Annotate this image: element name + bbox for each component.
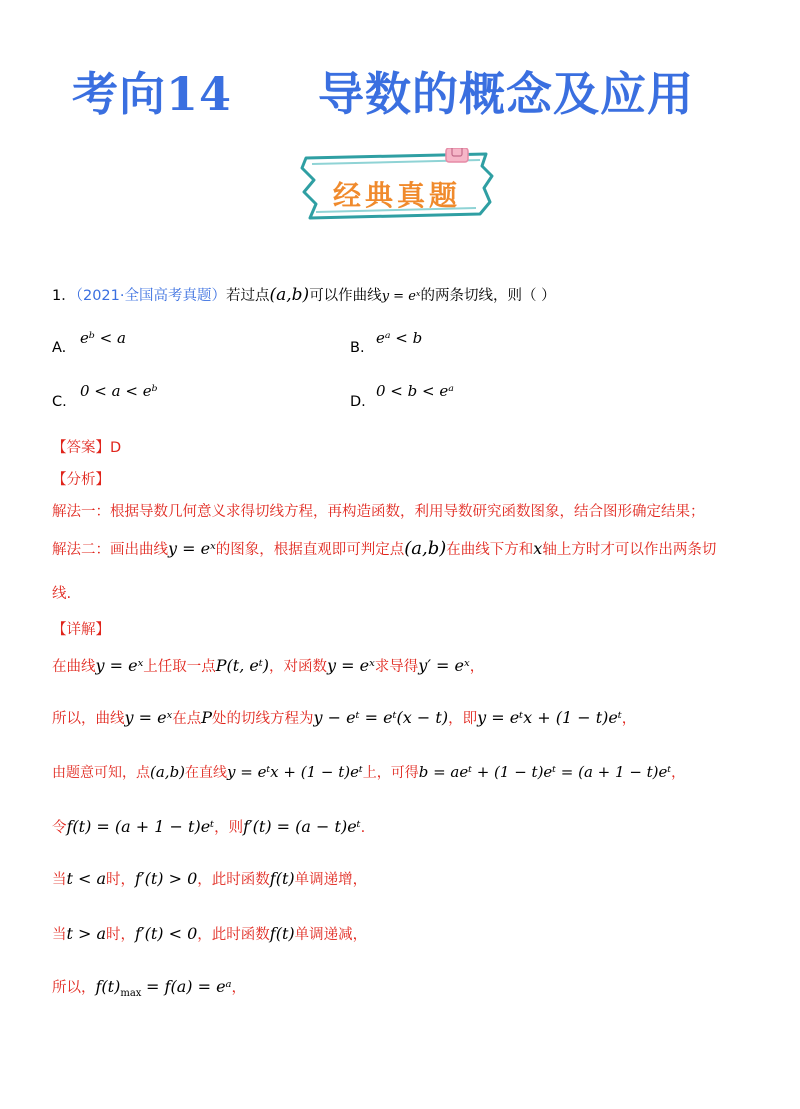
- question-number: 1．: [52, 288, 76, 304]
- d7-b: ，: [231, 980, 247, 996]
- d3-m3: b = aeᵗ + (1 − t)eᵗ = (a + 1 − t)eᵗ: [418, 763, 672, 781]
- d2-c: 处的切线方程为: [212, 711, 314, 727]
- detail-line-4: [52, 816, 365, 837]
- option-letter: A.: [52, 340, 67, 356]
- d4-m1: f(t) = (a + 1 − t)eᵗ: [66, 817, 215, 836]
- question-stem: [52, 284, 556, 305]
- m2-point: (a,b): [404, 538, 447, 559]
- title-number: 考向14: [72, 67, 233, 121]
- option-letter: D.: [350, 394, 366, 410]
- paperclip-icon: [446, 148, 468, 162]
- d4-b: ，则: [214, 820, 244, 836]
- d6-m1: t > a: [66, 924, 107, 943]
- option-letter: C.: [52, 394, 67, 410]
- d5-c: ，此时函数: [197, 872, 270, 888]
- d2-a: 所以，曲线: [52, 711, 125, 727]
- m2-text-c: 在曲线下方和: [446, 542, 534, 558]
- d6-c: ，此时函数: [197, 927, 270, 943]
- detail-label: 【详解】: [52, 622, 110, 638]
- option-b-math: eᵃ < b: [376, 329, 423, 347]
- d5-m2: f′(t) > 0: [135, 869, 198, 888]
- d1-e: ，: [469, 659, 485, 675]
- d5-m3: f(t): [269, 869, 295, 888]
- option-b: [350, 340, 365, 356]
- d1-d: 求导得: [374, 659, 419, 675]
- d3-b: 在直线: [185, 765, 228, 781]
- analysis-method2-cont: 线.: [52, 586, 72, 602]
- d3-m2: y = eᵗx + (1 − t)eᵗ: [227, 763, 363, 781]
- d4-a: 令: [52, 820, 67, 836]
- d7-m1: f(t): [95, 977, 121, 996]
- d1-m3: y = eˣ: [327, 656, 375, 675]
- option-c: [52, 394, 67, 410]
- d2-m2: P: [201, 708, 213, 727]
- d1-m2: P(t, eᵗ): [215, 656, 270, 675]
- d6-d: 单调递减，: [294, 927, 368, 943]
- option-letter: B.: [350, 340, 365, 356]
- detail-line-7: [52, 976, 246, 999]
- m2-text-d: 轴上方时才可以作出两条切: [542, 542, 717, 558]
- d3-m1: (a,b): [150, 763, 186, 781]
- d1-b: 上任取一点: [143, 659, 216, 675]
- option-a-math: eᵇ < a: [80, 329, 126, 347]
- d7-sub: max: [120, 987, 142, 999]
- d2-m1: y = eˣ: [124, 708, 173, 727]
- d1-c: ，对函数: [269, 659, 328, 675]
- d5-d: 单调递增，: [294, 872, 368, 888]
- banner-label: 经典真题: [332, 179, 461, 212]
- answer-label: 【答案】D: [52, 440, 122, 456]
- d1-m1: y = eˣ: [95, 656, 144, 675]
- stem-text-c: 的两条切线，则（ ）: [420, 288, 556, 304]
- analysis-method1: 解法一：根据导数几何意义求得切线方程，再构造函数，利用导数研究函数图象，结合图形确定结果；: [52, 504, 705, 520]
- d6-m2: f′(t) < 0: [135, 924, 198, 943]
- detail-line-6: [52, 923, 367, 944]
- m2-x: x: [533, 539, 543, 558]
- d2-b: 在点: [172, 711, 202, 727]
- d7-a: 所以，: [52, 980, 96, 996]
- d2-m4: y = eᵗx + (1 − t)eᵗ: [477, 708, 622, 727]
- d5-m1: t < a: [66, 869, 107, 888]
- d5-b: 时，: [106, 872, 136, 888]
- d3-a: 由题意可知，点: [52, 765, 150, 781]
- analysis-label: 【分析】: [52, 472, 110, 488]
- d1-a: 在曲线: [52, 659, 96, 675]
- stem-curve: y = eˣ: [381, 289, 421, 304]
- option-a: [52, 340, 66, 356]
- d2-e: ，: [621, 711, 637, 727]
- d4-c: .: [360, 820, 366, 836]
- stem-text-b: 可以作曲线: [309, 288, 382, 304]
- detail-line-1: [52, 655, 484, 676]
- stem-text-a: 若过点: [226, 288, 270, 304]
- title-text: 导数的概念及应用: [318, 67, 694, 121]
- m2-curve: y = eˣ: [168, 539, 216, 558]
- detail-line-3: [52, 762, 685, 782]
- d3-d: ，: [671, 765, 686, 781]
- stem-point: (a,b): [269, 285, 310, 305]
- d4-m2: f′(t) = (a − t)eᵗ: [243, 817, 361, 836]
- d3-c: 上，可得: [362, 765, 419, 781]
- m2-text-a: 解法二：画出曲线: [52, 542, 168, 558]
- d2-m3: y − eᵗ = eᵗ(x − t): [313, 708, 449, 727]
- option-c-math: 0 < a < eᵇ: [80, 382, 158, 400]
- option-d: [350, 394, 366, 410]
- d6-b: 时，: [106, 927, 136, 943]
- question-source: （2021·全国高考真题）: [75, 288, 226, 304]
- option-d-math: 0 < b < eᵃ: [376, 382, 454, 400]
- d1-m4: y′ = eˣ: [418, 656, 470, 675]
- detail-line-5: [52, 868, 367, 889]
- d5-a: 当: [52, 872, 67, 888]
- d6-a: 当: [52, 927, 67, 943]
- d7-m2: = f(a) = eᵃ: [146, 977, 232, 996]
- analysis-method2: [52, 538, 716, 559]
- d2-d: ，即: [448, 711, 478, 727]
- detail-line-2: [52, 707, 636, 728]
- m2-text-b: 的图象，根据直观即可判定点: [215, 542, 405, 558]
- d6-m3: f(t): [269, 924, 295, 943]
